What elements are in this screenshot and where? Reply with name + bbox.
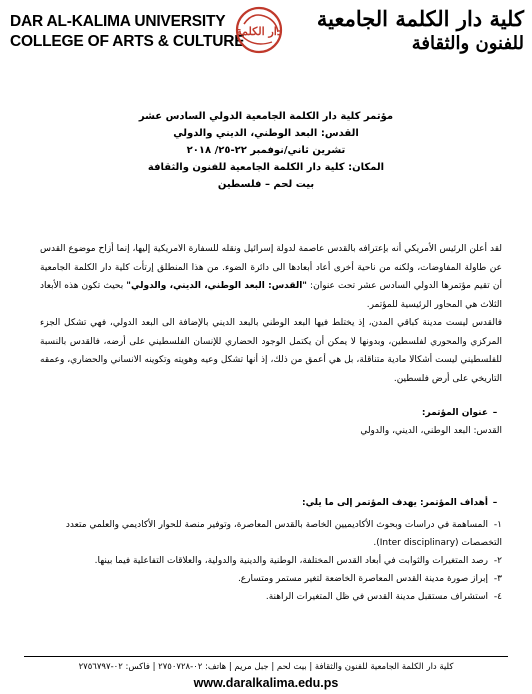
objectives-heading (42, 494, 502, 512)
list-item (42, 516, 502, 552)
intro-paragraph (40, 240, 502, 314)
college-name-ar: للفنون والثقافة (411, 33, 524, 54)
item-text: رصد المتغيرات والثوابت في أبعاد القدس المختلفة، الوطنية والدينية والدولية، والعلاقات التفاعلية فيما بينها. (94, 556, 488, 566)
arabic-header (299, 6, 524, 56)
conference-date: تشرين ثاني/نوفمبر ٢٢-٢٥/ ٢٠١٨ (186, 145, 346, 156)
intro-text-a: لقد أعلن الرئيس الأمريكي أنه بإعترافه بالقدس عاصمة لدولة إسرائيل ونقله للسفارة الامريكية إليها، إنما أزاح موضوع القدس عن طاولة المفاوضات، ولكنه من ناحية أخرى أعاد أبعادها الى دائرة الضوء. من هذا المنطلق إرتأت كلية دار الكلمة الجامعية أن تقيم مؤتمرها الدولي السادس عشر تحت عنوان: (40, 244, 502, 291)
bullet-dash: – (492, 408, 498, 418)
item-number: ٣- (493, 574, 502, 584)
list-item (42, 552, 502, 570)
intro-bold-title: "القدس: البعد الوطني، الديني، والدولي" (126, 281, 307, 291)
item-number: ٤- (493, 592, 502, 602)
item-text: استشراف مستقبل مدينة القدس في ظل المتغيرات الراهنة. (265, 592, 488, 602)
website-link[interactable]: www.daralkalima.edu.ps (193, 676, 339, 690)
intro-text-b: بحيث تكون هذه الأبعاد الثلاث هي المحاور الرئيسية للمؤتمر. (40, 281, 502, 310)
item-text: المساهمة في دراسات وبحوث الأكاديميين الخاصة بالقدس المعاصرة، وتوفير منصة للحوار الأكاديمي والعلمي متعدد التخصصات (Inter disciplinary). (65, 520, 502, 548)
university-name-en: DAR AL-KALIMA UNIVERSITY (10, 13, 226, 30)
english-header (10, 12, 245, 52)
item-text: إبراز صورة مدينة القدس المعاصرة الخاضعة لتغير مستمر ومتسارع. (237, 574, 488, 584)
conference-title: مؤتمر كلية دار الكلمة الجامعية الدولي السادس عشر (138, 111, 394, 122)
conference-city: بيت لحم – فلسطين (217, 179, 315, 190)
logo-text: دار الكلمة (236, 25, 282, 38)
item-number: ٢- (493, 556, 502, 566)
section-heading-text: عنوان المؤتمر: (421, 408, 488, 418)
objectives-heading-text: أهداف المؤتمر: يهدف المؤتمر إلى ما يلي: (301, 498, 488, 508)
list-item (42, 570, 502, 588)
university-name-ar: كلية دار الكلمة الجامعية (316, 6, 524, 31)
bullet-dash: – (492, 498, 498, 508)
section-body-text: القدس: البعد الوطني، الديني، والدولي (360, 426, 502, 436)
conference-title-section (42, 404, 502, 440)
jerusalem-paragraph: فالقدس ليست مدينة كباقي المدن، إذ يختلط فيها البعد الوطني بالبعد الديني بالإضافة الى البعد الدولي، فهي تشكل الجزء المركزي والمحوري لفلسطين، وبدونها لا يمكن أن يكتمل الوجود الحضاري للإنسان الفلسطيني على أرضه، فالقدس بالنسبة للفلسطيني ليست أشكالا مادية متناقلة، بل هي أعمق من ذلك، إذ أنها تشكل وعيه وهويته وتكوينه الانساني والحضاري، وعمقه التاريخي على أرض فلسطين. (40, 318, 502, 384)
conference-theme: القدس: البعد الوطني، الديني والدولي (173, 128, 359, 139)
footer-address: كلية دار الكلمة الجامعية للفنون والثقافة | بيت لحم | جبل مريم | هاتف: ٠٢-٢٧٥٠٧٢٨ | فاكس: ٠٢-٢٧٥٦٧٩٧ (78, 662, 454, 672)
conference-venue: المكان: كلية دار الكلمة الجامعية للفنون والثقافة (147, 162, 385, 173)
objectives-list (42, 516, 502, 606)
footer-divider (24, 656, 508, 657)
section-heading (42, 404, 502, 422)
list-item (42, 588, 502, 606)
conference-info (100, 108, 432, 193)
objectives-section (42, 494, 502, 606)
university-logo (232, 4, 290, 56)
college-name-en: COLLEGE OF ARTS & CULTURE (10, 33, 245, 50)
item-number: ١- (493, 520, 502, 530)
